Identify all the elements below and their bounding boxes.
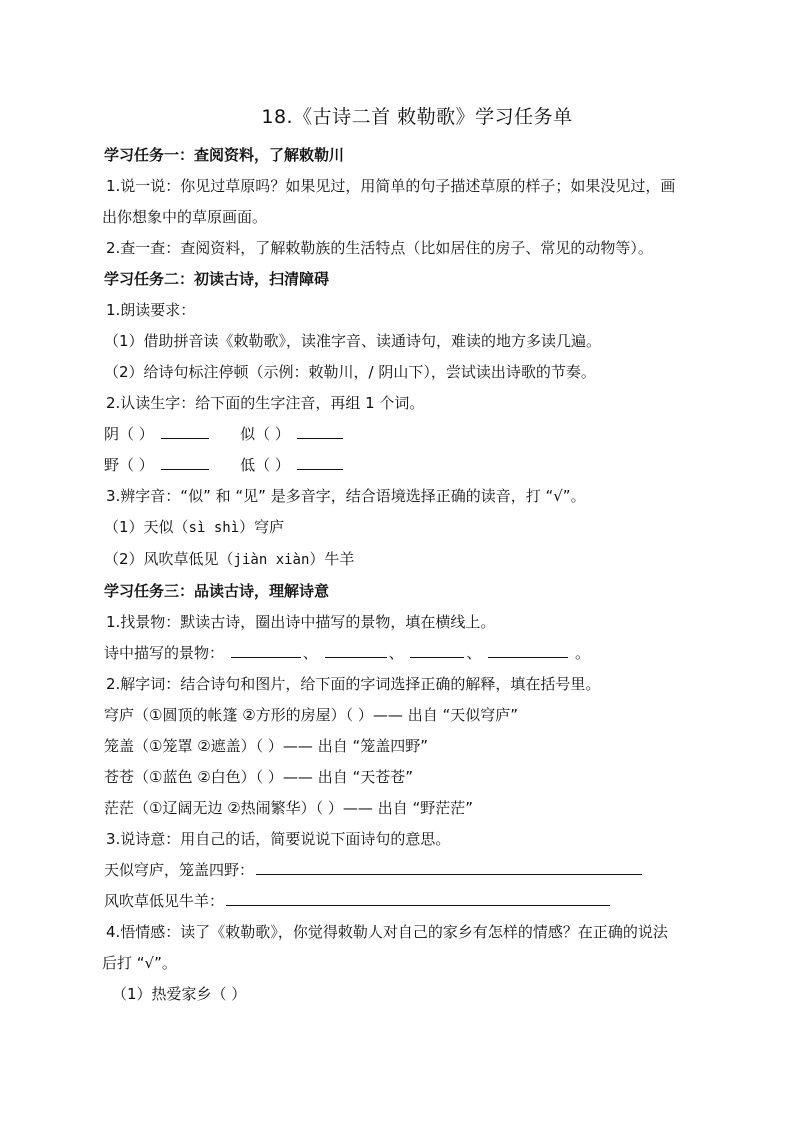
task3-q2: 2.解字词：结合诗句和图片，给下面的字词选择正确的解释，填在括号里。: [106, 675, 601, 693]
word-item-1: 穹庐（①圆顶的帐篷 ②方形的房屋）（ ）—— 出自 “天似穹庐”: [104, 706, 519, 724]
word-item-4: 茫茫（①辽阔无边 ②热闹繁华）（ ）—— 出自 “野茫茫”: [104, 799, 474, 817]
task3-q4-line2: 后打 “√”。: [102, 954, 177, 972]
sep-3: 、: [466, 644, 482, 662]
task2-q1-item1: （1）借助拼音读《敕勒歌》，读准字音、读通诗句，难读的地方多读几遍。: [104, 332, 602, 350]
sep-2: 、: [388, 644, 404, 662]
meaning-label-1: 天似穹庐，笼盖四野：: [104, 861, 255, 879]
task3-q4-item1: （1）热爱家乡（ ）: [112, 985, 247, 1003]
q3-item1-suffix: ）穹庐: [239, 518, 285, 536]
task3-q3: 3.说诗意：用自己的话，简要说说下面诗句的意思。: [106, 830, 451, 848]
scenery-blank-2[interactable]: [325, 656, 387, 658]
task1-q1-line1: 1.说一说：你见过草原吗？如果见过，用简单的句子描述草原的样子；如果没见过，画: [106, 177, 676, 195]
char-yin-blank[interactable]: [161, 437, 209, 439]
char-row-1: [104, 419, 718, 450]
task2-heading: 学习任务二：初读古诗，扫清障碍: [104, 270, 330, 288]
scenery-label: 诗中描写的景物：: [104, 644, 225, 662]
page-title: 18.《古诗二首 敕勒歌》学习任务单: [261, 106, 573, 128]
task2-q1: 1.朗读要求：: [106, 301, 196, 319]
task1-q2: 2.查一查：查阅资料，了解敕勒族的生活特点（比如居住的房子、常见的动物等）。: [106, 239, 653, 257]
task3-q1: 1.找景物：默读古诗，圈出诗中描写的景物，填在横线上。: [106, 613, 496, 631]
task3-heading: 学习任务三：品读古诗，理解诗意: [104, 582, 330, 600]
char-yin: 阴（ ）: [104, 425, 154, 443]
scenery-blank-1[interactable]: [231, 656, 301, 658]
q3-item1-prefix: （1）天似（: [104, 518, 189, 536]
char-si: 似（ ）: [240, 425, 290, 443]
task3-q1-answer-line: [104, 638, 718, 669]
char-ye-blank[interactable]: [161, 468, 209, 470]
task2-q3-item1: [104, 512, 718, 544]
char-row-2: [104, 450, 718, 481]
meaning-line-2: [104, 886, 718, 917]
worksheet-content: [104, 140, 718, 1010]
char-si-blank[interactable]: [297, 437, 343, 439]
task2-q1-item2: （2）给诗句标注停顿（示例：敕勒川，/ 阴山下），尝试读出诗歌的节奏。: [104, 363, 596, 381]
task2-q3: 3.辨字音：“似” 和 “见” 是多音字，结合语境选择正确的读音，打 “√”。: [106, 487, 586, 505]
char-ye: 野（ ）: [104, 456, 154, 474]
meaning-line-1: [104, 855, 718, 886]
task3-q4-line1: 4.悟情感：读了《敕勒歌》，你觉得敕勒人对自己的家乡有怎样的情感？在正确的说法: [106, 923, 668, 941]
char-di: 低（ ）: [240, 456, 290, 474]
word-item-2: 笼盖（①笼罩 ②遮盖）（ ）—— 出自 “笼盖四野”: [104, 737, 429, 755]
task2-q2: 2.认读生字：给下面的生字注音，再组 1 个词。: [106, 394, 425, 412]
q3-item2-pinyin: jiàn xiàn: [233, 552, 310, 568]
task2-q3-item2: [104, 544, 718, 576]
scenery-blank-3[interactable]: [410, 656, 464, 658]
q3-item1-pinyin: sì shì: [188, 520, 240, 536]
meaning-label-2: 风吹草低见牛羊：: [104, 892, 225, 910]
end-mark: 。: [574, 644, 590, 662]
scenery-blank-4[interactable]: [488, 656, 568, 658]
word-item-3: 苍苍（①蓝色 ②白色）（ ）—— 出自 “天苍苍”: [104, 768, 414, 786]
task1-heading: 学习任务一：查阅资料，了解敕勒川: [104, 146, 345, 164]
q3-item2-suffix: ）牛羊: [309, 550, 355, 568]
q3-item2-prefix: （2）风吹草低见（: [104, 550, 234, 568]
char-di-blank[interactable]: [297, 468, 343, 470]
meaning-blank-1[interactable]: [256, 873, 642, 875]
meaning-blank-2[interactable]: [226, 904, 610, 906]
sep-1: 、: [302, 644, 318, 662]
task1-q1-line2: 出你想象中的草原画面。: [102, 208, 268, 226]
